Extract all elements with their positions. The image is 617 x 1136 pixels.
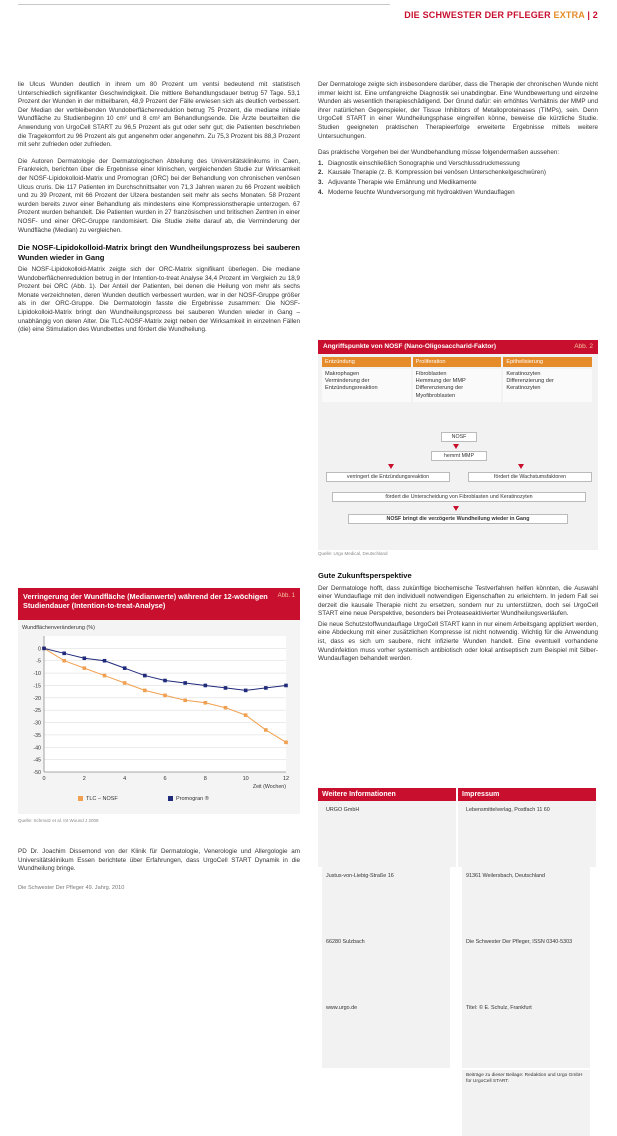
paragraph: Der Dermatologe hofft, dass zukünftige biochemische Testverfahren helfen könnten, die Auswahl einer Wundauflage mit den individuell notwendigen Eigenschaften zu erleichtern. In jedem Fall sei derzeit die kausale Therapie nicht zu ersetzen, sondern nur zu unterstützen, doch sei UrgoCell START eine neue Perspektive, besonders bei Proteaseaktivierter Wundheilungsverläufen. [318,584,598,618]
table-cell [503,369,592,402]
section-heading: Die NOSF-Lipidokolloid-Matrix bringt den Wundheilungsprozess bei sauberen Wunden wieder in Gang [18,243,300,262]
y-tick-label: -30 [33,720,41,727]
impressum-text [458,801,596,1084]
left-column-bottom [18,848,300,882]
x-tick-label: 4 [123,776,127,782]
figure-tag: Abb. 2 [574,343,593,350]
paragraph: Der Dermatologe zeigte sich insbesondere darüber, dass die Therapie der chronischen Wunde nicht immer leicht ist. Eine umfangreiche Diagnostik sei unabdingbar. Eine Wundbewertung und einzelne Wunden als wesentlich therapieschädigend. Der Grund dafür: ein erhöhtes Verhältnis der MMP und ihrer natürlichen Gegenspieler, der Tissue Inhibitors of Metalloproteinases (TIMPs), sein. Denn UrgoCell START in einer Wundheilungsphase eingreifen könne, beweise die kürzliche Studie. Studien geeigneten praktischen Therapieerfolge erweiterte Ergebnisse mittels weitere Untersuchungen. [318,81,598,140]
header-title-main: DIE SCHWESTER DER PFLEGER [404,10,551,20]
y-tick-label: -5 [36,658,41,665]
x-tick-label: 2 [82,776,86,782]
header-title-extra: EXTRA [553,10,585,20]
website-link[interactable]: www.urgo.de [322,1002,450,1068]
impressum-header [318,788,598,801]
x-tick-label: 0 [42,776,46,782]
data-point [264,728,268,732]
legend-swatch [168,796,173,801]
data-point [143,674,147,678]
data-point [143,689,147,693]
table-cell [322,369,411,402]
table-cell [413,369,502,402]
data-point [62,652,66,656]
figure-tag: Abb. 1 [277,593,295,599]
y-tick-label: 0 [38,646,41,653]
y-tick-label: -45 [33,757,41,764]
y-tick-label: -50 [33,770,41,776]
impressum-line: 91361 Weilersbach, Deutschland [462,870,590,936]
y-tick-label: -35 [33,732,41,739]
arrow-down-icon [388,464,394,469]
arrow-down-icon [453,506,459,511]
col-header-epithelialization: Epithelisierung [503,357,592,367]
paragraph: Das praktische Vorgehen bei der Wundbehandlung müsse folgendermaßen aussehen: [318,149,560,157]
header-page-number: | 2 [587,10,598,20]
paragraph: Die NOSF-Lipidokolloid-Matrix zeigte sich der ORC-Matrix signifikant überlegen. Die mediane Wundoberflächenreduktion betrug in der Intention-to-treat Analyse 34,4 Prozent im Vergleich zu 18,9 Prozent bei ORC (Abb. 1). Der Anteil der Patienten, bei denen die Heilung von mehr als sechs Monate verzeichneten, deren Wunden deutlich verbessert wurden, war in der NOSF-Gruppe größer als in der ORC-Gruppe. Die Dermatologin fasste die Ergebnisse zusammen: Die NOSF-Lipidokolloid-Matrix bringt den Wundheilungsprozess bei sauberen Wunden wieder in Gang – unabhängig von deren Alter. Die TLC-NOSF-Matrix zeigt neben der Wirksamkeit in einzelnen Fällen (die) eine Stimulation des Wundbettes und fördert die Wundheilung. [18,266,300,334]
right-column-bottom [318,571,598,672]
flow-bottom: NOSF bringt die verzögerte Wundheilung wieder in Gang [348,514,568,524]
data-point [42,647,46,651]
data-point [83,666,87,670]
list-number: 4. [318,188,324,196]
data-point [244,689,248,693]
impressum-line: Titel: © E. Schulz, Frankfurt [462,1002,590,1068]
box-title [318,340,598,354]
cell-line: Differenzierung der Keratinozyten [506,378,554,392]
list-number: 2. [318,169,324,177]
list-number: 1. [318,159,324,167]
arrow-down-icon [518,464,524,469]
y-tick-label: -10 [33,671,41,678]
procedure-list [318,160,598,197]
x-tick-label: 10 [242,776,249,782]
box-title-text: Angriffspunkte von NOSF (Nano-Oligosaccharid-Faktor) [323,343,496,350]
cell-line: Hemmung der MMP [415,378,466,385]
flow-left: verringert die Entzündungsreaktion [326,472,450,482]
impressum-heading: Impressum [458,788,596,801]
list-text: Moderne feuchte Wundversorgung mit hydroaktiven Wundauflagen [328,188,515,196]
more-info-heading: Weitere Informationen [318,788,456,801]
legend-label: TLC – NOSF [86,796,118,802]
more-info-text [318,801,456,1011]
cell-line: Verminderung der Entzündungsreaktion [325,378,378,392]
list-text: Adjuvante Therapie wie Ernährung und Medikamente [328,178,477,186]
data-point [163,679,167,683]
data-point [284,684,288,688]
flow-middle: fördert die Unterscheidung von Fibroblasten und Keratinozyten [332,492,586,502]
page-footer: Die Schwester Der Pfleger 49. Jahrg. 2010 [18,885,125,891]
wound-area-chart-box [18,588,300,814]
list-item [318,160,598,169]
cell-line: Makrophagen [325,371,360,377]
address-line: URGO GmbH [322,804,450,870]
data-point [163,694,167,698]
data-point [224,706,228,710]
chart-title-text: Verringerung der Wundfläche (Medianwerte) während der 12-wöchigen Studiendauer (Intention-to-treat-Analyse) [23,592,268,610]
list-item [318,179,598,188]
flow-hemmt-mmp: hemmt MMP [431,451,487,461]
list-text: Kausale Therapie (z. B. Kompression bei venösen Unterschenkelgeschwüren) [328,169,546,177]
list-number: 3. [318,178,324,186]
address-line: Justus-von-Liebig-Straße 16 [322,870,450,936]
data-point [244,713,248,717]
col-header-inflammation: Entzündung [322,357,411,367]
cell-line: Differenzierung der Myofibroblasten [415,385,464,399]
y-tick-label: -15 [33,683,41,690]
data-point [204,701,208,705]
paragraph: Die Autoren Dermatologie der Dermatologischen Abteilung des Universitätsklinikums in Caen, Frankreich, berichten über die Ergebnisse einer klinischen, vergleichenden Studie zur Wirksamkeit der NOSF-Lipidokolloid-Matrix und Promogran (ORC) bei der Behandlung von chronischen venösen Ulcus cruris. Die 117 Patienten im Durchschnittsalter von 71,3 Jahren waren zu 66 Prozent weiblich und zu 39 Prozent, mit 66 Prozent der Ulzera bestanden seit mehr als sechs Monaten. 58 Prozent wurden bereits zuvor einer Behandlung als mindestens eine Kompressionstherapie unterzogen. 67 Prozent wurden behandelt. Die Patienten wurden in 27 französischen und britischen Zentren in einer NOSF- und einer ORC-Gruppe randomisiert. Die Studie zielte darauf ab, die Verminderung der Wundfläche (Median) zu vergleichen. [18,157,300,234]
data-point [123,666,127,670]
list-text: Diagnostik einschließlich Sonographie und Verschlussdruckmessung [328,159,520,167]
legend-swatch [78,796,83,801]
data-point [284,741,288,745]
table-header-row [322,357,594,367]
paragraph: Die neue Schutzstoffwundauflage UrgoCell START kann in nur einem Arbeitsgang appliziert werden, eine Abdeckung mit einer zusätzlichen Kompresse ist nicht notwendig. Wichtig für die Anwendung ist, dass es sich um saubere, nicht infizierte Wunden handelt. Eine eventuell vorhandene Wundinfektion muss vorher systemisch antibiotisch oder lokal antiseptisch zum Beispiel mit Silber-Wundauflagen behandelt werden. [318,620,598,663]
header-title [392,10,598,20]
data-point [103,659,107,663]
impressum-line: Beiträge zu dieser Beilage: Redaktion und Urgo GmbH für UrgoCell START. [462,1070,590,1136]
data-point [83,656,87,660]
plot-area [44,636,286,772]
chart-title [18,588,300,620]
y-tick-label: -25 [33,708,41,715]
data-point [183,681,187,685]
data-point [103,674,107,678]
paragraph: PD Dr. Joachim Dissemond von der Klinik für Dermatologie, Venerologie und Allergologie am Universitätsklinikum Essen berichtete über Erfahrungen, dass UrgoCell START Dynamik in die Wundheilung bringe. [18,848,300,873]
x-tick-label: 6 [163,776,167,782]
section-heading: Gute Zukunftsperspektive [318,571,412,580]
data-point [62,659,66,663]
table-body-row [322,369,594,402]
impressum-line: Die Schwester Der Pfleger, ISSN 0340-5303 [462,936,590,1002]
left-column-top [18,81,300,343]
x-tick-label: 8 [203,776,207,782]
flow-nosf: NOSF [441,432,477,442]
data-point [183,698,187,702]
impressum-body [318,801,598,1084]
impressum-box [318,788,598,1084]
legend-label: Promogran ® [176,796,209,802]
right-column-top [318,81,598,198]
box-source: Quelle: Urgo Medical, Deutschland [318,551,388,556]
chart-source: Quelle: Schmutz et al. Int Wound J 2008 [18,818,99,823]
data-point [204,684,208,688]
list-item [318,189,598,198]
data-point [264,686,268,690]
wound-area-line-chart [18,620,300,814]
nosf-attack-points-box [318,340,598,550]
list-item [318,169,598,178]
y-tick-label: -20 [33,695,41,702]
header-rule [18,4,390,5]
arrow-down-icon [453,444,459,449]
impressum-line: Lebensmittelverlag, Postfach 11 60 [462,804,590,870]
y-tick-label: -40 [33,745,41,752]
cell-line: Keratinozyten [506,371,541,377]
x-tick-label: 12 [282,776,290,782]
cell-line: Fibroblasten [415,371,447,377]
flow-right: fördert die Wachstumsfaktoren [468,472,592,482]
y-axis-label: Wundflächenveränderung (%) [22,625,95,631]
address-line: 66280 Sulzbach [322,936,450,1002]
data-point [123,681,127,685]
col-header-proliferation: Proliferation [413,357,502,367]
data-point [224,686,228,690]
paragraph: lie Ulcus Wunden deutlich in ihrem um 80 Prozent um ventsi bedeutend mit statistisch Unterschiedlich signifikanter Geschwindigkeit. Die mittlere Behandlungsdauer betrug 57 Tage. 53,1 Prozent der Wunden in der mitteilbaren, 48,9 Prozent der Fälle erwiesen sich als deutlich verbessert. Der Median der verbleibenden Wundoberflächenreduktion betrug 75 Prozent, die mediane initiale Wundfläche zu Studienbeginn 10 cm² und 8 cm² am Behandlungsende. Die Ärzte beurteilten die Anwendung von UrgoCell START zu 96,5 Prozent als gut oder sehr gut; die Patienten beschrieben die Tragekomfort zu 96 Prozent als gut angenehm oder angenehm. Zu 75,3 Prozent bis 88,3 Prozent mit sehr zufrieden oder zufrieden. [18,81,300,149]
x-axis-label: Zeit (Wochen) [252,784,286,790]
